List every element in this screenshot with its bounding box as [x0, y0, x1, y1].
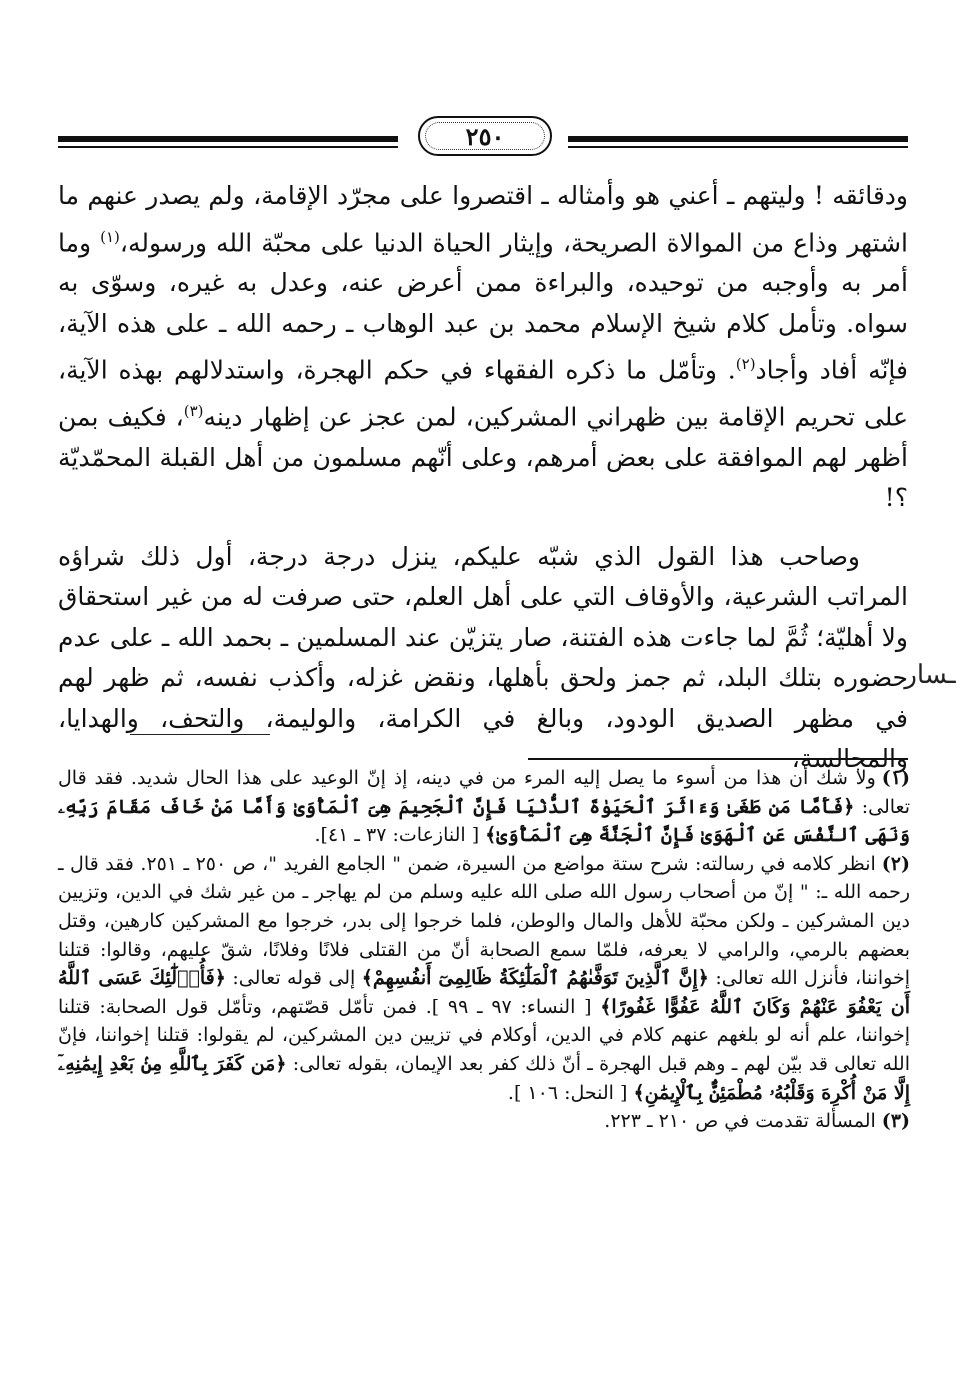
footnote-2: (٢)انظر كلامه في رسالته: شرح ستة مواضع من السيرة، ضمن " الجامع الفريد "، ص ٢٥٠ ـ ٢٥١. فقد قال ـ رحمه الله ـ: " إنّ من أصحاب رسول الله صلى الله عليه وسلم من لم يهاجر ـ من غير شك في الدين، وتزيين دين المشركين ـ ولكن محبّة للأهل والمال والوطن، فلما خرجوا إلى بدر، خرجوا مع المشركين كارهين، وقتل بعضهم بالرمي، والرامي لا يعرفه، فلمّا سمع الصحابة أنّ من القتلى فلانًا وفلانًا، شقّ عليهم، وقالوا: قتلنا إخواننا، فأنزل الله تعالى: ﴿إِنَّ ٱلَّذِينَ تَوَفَّىٰهُمُ ٱلْمَلَٰٓئِكَةُ ظَالِمِىٓ أَنفُسِهِمْ﴾ إلى قوله تعالى: ﴿فَأُو۟لَٰٓئِكَ عَسَى ٱللَّهُ أَن يَعْفُوَ عَنْهُمْ وَكَانَ ٱللَّهُ عَفُوًّا غَفُورًا﴾ [ النساء: ٩٧ ـ ٩٩ ]. فمن تأمّل قصّتهم، وتأمّل قول الصحابة: قتلنا إخواننا، علم أنه لو بلغهم عنهم كلام في الدين، أوكلام في تزيين دين المشركين، لم يقولوا: قتلنا إخواننا، فإنّ الله تعالى قد بيّن لهم ـ وهم قبل الهجرة ـ أنّ ذلك كفر بعد الإيمان، بقوله تعالى: ﴿مَن كَفَرَ بِٱللَّهِ مِنۢ بَعْدِ إِيمَٰنِهِۦٓ إِلَّا مَنْ أُكْرِهَ وَقَلْبُهُۥ مُطْمَئِنٌّۢ بِٱلْإِيمَٰنِ﴾ [ النحل: ١٠٦ ]. — [58, 852, 910, 1104]
header-rule-left — [58, 136, 398, 148]
quran-verse: ﴿فَأُو۟لَٰٓئِكَ عَسَى ٱللَّهُ أَن يَعْفُوَ عَنْهُمْ وَكَانَ ٱللَّهُ عَفُوًّا غَفُورًا﴾ — [58, 967, 910, 1018]
quran-verse: ﴿إِنَّ ٱلَّذِينَ تَوَفَّىٰهُمُ ٱلْمَلَٰٓئِكَةُ ظَالِمِىٓ أَنفُسِهِمْ﴾ — [361, 967, 709, 990]
footnote-ref-1[interactable]: (١) — [100, 227, 120, 246]
footnotes — [58, 764, 910, 1136]
footnote-ref-2[interactable]: (٢) — [735, 355, 756, 374]
footnote-1: (١)ولا شك أن هذا من أسوء ما يصل إليه المرء من في دينه، إذ إنّ الوعيد على هذا الحال شديد. فقد قال تعالى: ﴿فَأَمَّا مَن طَغَىٰ وَءَاثَرَ ٱلْحَيَوٰةَ ٱلدُّنْيَا فَإِنَّ ٱلْجَحِيمَ هِىَ ٱلْمَأْوَىٰ وَأَمَّا مَنْ خَافَ مَقَامَ رَبِّهِۦ وَنَهَى ٱلنَّفْسَ عَنِ ٱلْهَوَىٰ فَإِنَّ ٱلْجَنَّةَ هِىَ ٱلْمَأْوَىٰ﴾ [ النازعات: ٣٧ ـ ٤١]. — [58, 767, 910, 847]
paragraph-2: وصاحب هذا القول الذي شبّه عليكم، ينزل درجة درجة، أول ذلك شراؤه المراتب الشرعية، والأوقاف التي على أهل العلم، حتى صرفت له من غير استحقاق ولا أهليّة؛ ثُمَّ لما جاءت هذه الفتنة، صار يتزيّن عند المسلمين ـ بحمد الله ـ على عدم حضوره بتلك البلد، ثم جمز ولحق بأهلها، ونقض غزله، وأكذب نفسه، ثم ظهر لهم في مظهر الصديق الودود، وبالغ في الكرامة، والوليمة، والتحف، والهدايا، والمجالسة، — [58, 541, 908, 774]
handwritten-margin-note: ـسار — [904, 660, 956, 690]
quran-verse: ﴿مَن كَفَرَ بِٱللَّهِ مِنۢ بَعْدِ إِيمَٰنِهِۦٓ إِلَّا مَنْ أُكْرِهَ وَقَلْبُهُۥ مُطْمَئِنٌّۢ بِٱلْإِيمَٰنِ﴾ — [58, 1052, 910, 1104]
underline-mark — [130, 734, 270, 735]
page-number-badge — [418, 116, 552, 156]
footnote-ref-3[interactable]: (٣) — [183, 402, 204, 421]
main-text — [58, 176, 908, 780]
footnote-separator — [528, 758, 908, 760]
footnote-3: (٣)المسألة تقدمت في ص ٢١٠ ـ ٢٢٣. — [604, 1110, 910, 1133]
quran-verse: ﴿فَأَمَّا مَن طَغَىٰ وَءَاثَرَ ٱلْحَيَوٰةَ ٱلدُّنْيَا فَإِنَّ ٱلْجَحِيمَ هِىَ ٱلْمَأْوَىٰ وَأَمَّا مَنْ خَافَ مَقَامَ رَبِّهِۦ وَنَهَى ٱلنَّفْسَ عَنِ ٱلْهَوَىٰ فَإِنَّ ٱلْجَنَّةَ هِىَ ٱلْمَأْوَىٰ﴾ — [58, 795, 910, 847]
page-number: ٢٥٠ — [465, 121, 505, 151]
header-rule-right — [568, 136, 908, 148]
page-header — [58, 108, 908, 158]
paragraph-1: ودقائقه ! وليتهم ـ أعني هو وأمثاله ـ اقتصروا على مجرّد الإقامة، ولم يصدر عنهم ما اشتهر وذاع من الموالاة الصريحة، وإيثار الحياة الدنيا على محبّة الله ورسوله،$^{(١)}$ وما أمر به وأوجبه من توحيده، والبراءة ممن أعرض عنه، وعدل به غيره، وسوّى به سواه. وتأمل كلام شيخ الإسلام محمد بن عبد الوهاب ـ رحمه الله ـ على هذه الآية، فإنّه أفاد وأجاد$^{(٢)}$. وتأمّل ما ذكره الفقهاء في حكم الهجرة، واستدلالهم بهذه الآية، على تحريم الإقامة بين ظهراني المشركين، لمن عجز عن إظهار دينه$^{(٣)}$، فكيف بمن أظهر لهم الموافقة على بعض أمرهم، وعلى أنّهم مسلمون من أهل القبلة المحمّديّة ؟! — [58, 181, 908, 513]
